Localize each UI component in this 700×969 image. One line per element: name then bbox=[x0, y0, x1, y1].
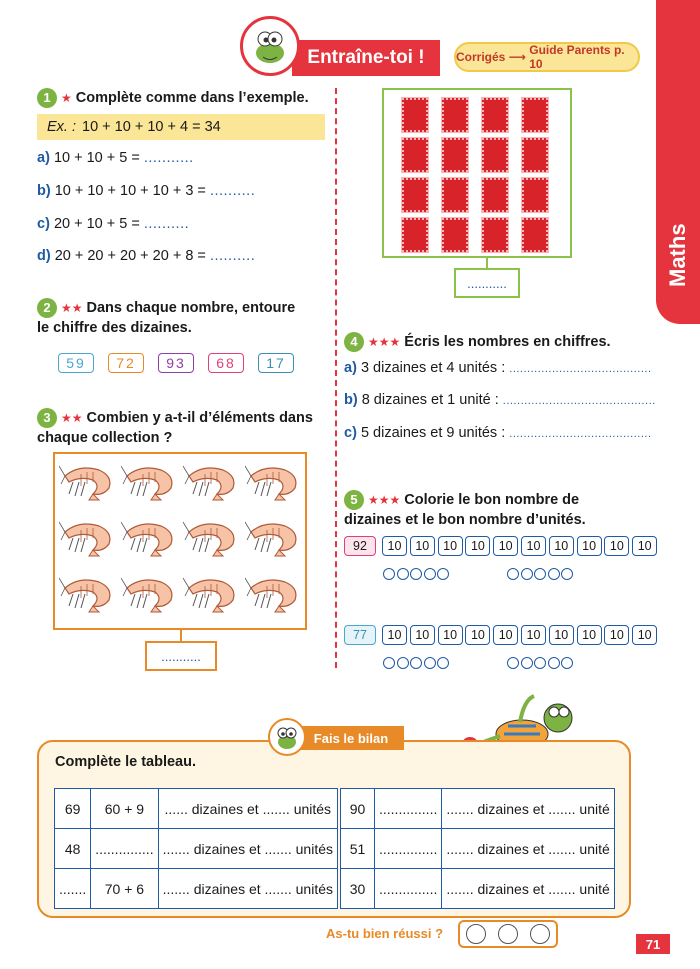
happy-face-icon[interactable] bbox=[530, 924, 550, 944]
ex4-item-a bbox=[344, 360, 652, 376]
item-expression: 10 + 10 + 10 + 10 + 3 = bbox=[54, 183, 206, 199]
answer-blank[interactable]: ........... bbox=[143, 150, 194, 166]
table-cell: 90 bbox=[341, 789, 375, 829]
item-letter: b) bbox=[37, 183, 51, 199]
ten-box[interactable]: 10 bbox=[493, 625, 518, 645]
unit-circle[interactable] bbox=[534, 568, 546, 580]
ex3-heading bbox=[37, 408, 313, 448]
ex4-stars: ★★★ bbox=[368, 335, 401, 350]
unit-circle[interactable] bbox=[561, 657, 573, 669]
self-assessment-faces bbox=[458, 920, 558, 948]
item-text: 8 dizaines et 1 unité : bbox=[361, 392, 499, 408]
ex2-title-line1: Dans chaque nombre, entoure bbox=[86, 300, 296, 316]
stamp-icon bbox=[482, 138, 508, 172]
shrimp-icon bbox=[59, 574, 117, 614]
unit-circle[interactable] bbox=[397, 657, 409, 669]
ex1-item-b bbox=[37, 183, 255, 199]
unit-circle[interactable] bbox=[397, 568, 409, 580]
shrimp-icon bbox=[245, 518, 303, 558]
stamp-icon bbox=[522, 178, 548, 212]
ex4-title: Écris les nombres en chiffres. bbox=[404, 334, 611, 350]
answer-key-note bbox=[454, 42, 640, 72]
item-text: 5 dizaines et 9 unités : bbox=[360, 425, 506, 441]
shrimp-icon bbox=[183, 518, 241, 558]
answer-blank[interactable]: ........................................ bbox=[509, 363, 652, 375]
ex3-title-line2: chaque collection ? bbox=[37, 430, 173, 447]
ten-box[interactable]: 10 bbox=[632, 625, 657, 645]
example-expression: 10 + 10 + 10 + 4 = 34 bbox=[82, 119, 221, 135]
ten-box[interactable]: 10 bbox=[410, 625, 435, 645]
surprised-face-icon[interactable] bbox=[498, 924, 518, 944]
unit-circle[interactable] bbox=[521, 568, 533, 580]
bilan-table-right bbox=[340, 788, 615, 909]
unit-circle[interactable] bbox=[561, 568, 573, 580]
neutral-face-icon[interactable] bbox=[466, 924, 486, 944]
shrimp-icon bbox=[245, 462, 303, 502]
shrimp-collection bbox=[53, 452, 307, 630]
ex4-item-c bbox=[344, 425, 652, 441]
ex3-title-line1: Combien y a-t-il d’éléments dans bbox=[86, 410, 313, 426]
unit-circle[interactable] bbox=[424, 568, 436, 580]
number-box[interactable]: 59 bbox=[58, 353, 94, 373]
unit-circle[interactable] bbox=[534, 657, 546, 669]
ten-box[interactable]: 10 bbox=[493, 536, 518, 556]
ten-box[interactable]: 10 bbox=[465, 536, 490, 556]
table-cell: 69 bbox=[55, 789, 91, 829]
item-expression: 20 + 10 + 5 = bbox=[53, 216, 140, 232]
unit-circle[interactable] bbox=[507, 657, 519, 669]
ex2-stars: ★★ bbox=[61, 301, 83, 316]
ex1-item-c bbox=[37, 216, 189, 232]
ex5-title-line1: Colorie le bon nombre de bbox=[404, 492, 580, 508]
shrimp-icon bbox=[245, 574, 303, 614]
stamp-icon bbox=[522, 98, 548, 132]
shrimp-icon bbox=[59, 518, 117, 558]
ten-box[interactable]: 10 bbox=[438, 536, 463, 556]
number-box[interactable]: 93 bbox=[158, 353, 194, 373]
stamp-icon bbox=[402, 138, 428, 172]
number-box[interactable]: 17 bbox=[258, 353, 294, 373]
self-assessment-label: As-tu bien réussi ? bbox=[326, 926, 444, 941]
table-row bbox=[341, 829, 615, 869]
stamp-icon bbox=[442, 178, 468, 212]
example-label: Ex. : bbox=[47, 119, 77, 135]
table-cell: 48 bbox=[55, 829, 91, 869]
item-expression: 10 + 10 + 5 = bbox=[53, 150, 140, 166]
stamp-icon bbox=[402, 178, 428, 212]
bilan-tab: Fais le bilan bbox=[298, 726, 404, 750]
column-divider bbox=[335, 88, 337, 668]
ten-box[interactable]: 10 bbox=[549, 625, 574, 645]
stamp-icon bbox=[482, 98, 508, 132]
ex5-title-line2: dizaines et le bon nombre d’unités. bbox=[344, 512, 586, 529]
item-text: 3 dizaines et 4 unités : bbox=[360, 360, 506, 376]
ex2-title-line2: le chiffre des dizaines. bbox=[37, 320, 192, 337]
ten-box[interactable]: 10 bbox=[632, 536, 657, 556]
ex4-number: 4 bbox=[344, 332, 364, 352]
stamp-icon bbox=[442, 218, 468, 252]
ten-box[interactable]: 10 bbox=[577, 625, 602, 645]
table-cell[interactable]: ....... dizaines et ....... unités bbox=[158, 869, 337, 909]
table-cell[interactable]: ....... dizaines et ....... unité bbox=[442, 789, 614, 829]
table-cell: 30 bbox=[341, 869, 375, 909]
unit-circle[interactable] bbox=[410, 657, 422, 669]
ex5-row-77 bbox=[344, 625, 660, 645]
ex5-units-77-b bbox=[507, 657, 575, 669]
unit-circle[interactable] bbox=[424, 657, 436, 669]
ten-box[interactable]: 10 bbox=[410, 536, 435, 556]
ex2-heading bbox=[37, 298, 295, 338]
item-letter: b) bbox=[344, 392, 358, 408]
ten-box[interactable]: 10 bbox=[438, 625, 463, 645]
ex5-row-92 bbox=[344, 536, 660, 556]
table-cell[interactable]: ............... bbox=[91, 829, 158, 869]
page-title: Entraîne-toi ! bbox=[292, 40, 440, 76]
table-cell[interactable]: ............... bbox=[375, 789, 442, 829]
ten-box[interactable]: 10 bbox=[604, 625, 629, 645]
item-letter: a) bbox=[37, 150, 50, 166]
unit-circle[interactable] bbox=[548, 568, 560, 580]
table-cell[interactable]: ...... dizaines et ....... unités bbox=[158, 789, 337, 829]
stamp-collection bbox=[382, 88, 572, 258]
ex4-item-b bbox=[344, 392, 656, 408]
stamp-answer-box[interactable]: ........... bbox=[454, 268, 520, 298]
corriges-label: Corrigés bbox=[456, 50, 506, 64]
answer-blank[interactable]: .......... bbox=[209, 248, 256, 264]
arrow-icon: ⟶ bbox=[508, 50, 526, 64]
ex5-units-92-a bbox=[383, 568, 451, 580]
table-cell[interactable]: ....... dizaines et ....... unités bbox=[158, 829, 337, 869]
table-row bbox=[341, 869, 615, 909]
corriges-target: Guide Parents p. 10 bbox=[529, 43, 625, 71]
bilan-instruction: Complète le tableau. bbox=[55, 754, 197, 770]
stamp-icon bbox=[402, 98, 428, 132]
ten-box[interactable]: 10 bbox=[521, 625, 546, 645]
bilan-grasshopper-icon bbox=[268, 718, 306, 756]
shrimp-icon bbox=[183, 574, 241, 614]
answer-blank[interactable]: ........................................... bbox=[502, 395, 656, 407]
item-letter: c) bbox=[344, 425, 357, 441]
shrimp-icon bbox=[121, 518, 179, 558]
unit-circle[interactable] bbox=[437, 568, 449, 580]
table-cell: 70 + 6 bbox=[91, 869, 158, 909]
stamp-icon bbox=[482, 218, 508, 252]
ten-box[interactable]: 10 bbox=[604, 536, 629, 556]
table-cell: 60 + 9 bbox=[91, 789, 158, 829]
unit-circle[interactable] bbox=[548, 657, 560, 669]
number-box[interactable]: 68 bbox=[208, 353, 244, 373]
ex1-number: 1 bbox=[37, 88, 57, 108]
stamp-icon bbox=[442, 98, 468, 132]
ex5-heading bbox=[344, 490, 586, 530]
table-cell: 51 bbox=[341, 829, 375, 869]
shrimp-icon bbox=[183, 462, 241, 502]
shrimp-icon bbox=[121, 574, 179, 614]
unit-circle[interactable] bbox=[383, 657, 395, 669]
maths-side-label: Maths bbox=[665, 223, 690, 287]
answer-blank[interactable]: ........................................ bbox=[509, 428, 652, 440]
ex1-heading bbox=[37, 88, 309, 108]
grasshopper-mascot-icon bbox=[240, 16, 300, 76]
item-expression: 20 + 20 + 20 + 20 + 8 = bbox=[54, 248, 206, 264]
ex3-stars: ★★ bbox=[61, 411, 83, 426]
unit-circle[interactable] bbox=[410, 568, 422, 580]
ten-box[interactable]: 10 bbox=[465, 625, 490, 645]
unit-circle[interactable] bbox=[437, 657, 449, 669]
ex2-number-list bbox=[58, 353, 304, 373]
table-row bbox=[341, 789, 615, 829]
ex2-number: 2 bbox=[37, 298, 57, 318]
ex1-title: Complète comme dans l’exemple. bbox=[75, 90, 309, 106]
answer-blank[interactable]: .......... bbox=[143, 216, 190, 232]
table-row bbox=[55, 789, 338, 829]
item-letter: a) bbox=[344, 360, 357, 376]
table-row bbox=[55, 869, 338, 909]
ten-box[interactable]: 10 bbox=[549, 536, 574, 556]
ten-box[interactable]: 10 bbox=[382, 625, 407, 645]
ten-box[interactable]: 10 bbox=[577, 536, 602, 556]
ex5-units-92-b bbox=[507, 568, 575, 580]
shrimp-icon bbox=[121, 462, 179, 502]
page-number: 71 bbox=[636, 934, 670, 954]
shrimp-icon bbox=[59, 462, 117, 502]
table-cell[interactable]: ............... bbox=[375, 829, 442, 869]
stamp-icon bbox=[442, 138, 468, 172]
ex4-heading bbox=[344, 332, 611, 352]
ex1-example bbox=[37, 114, 325, 140]
item-letter: c) bbox=[37, 216, 50, 232]
ex5-stars: ★★★ bbox=[368, 493, 401, 508]
ex1-item-a bbox=[37, 150, 194, 166]
ex5-number: 5 bbox=[344, 490, 364, 510]
table-cell[interactable]: ....... dizaines et ....... unité bbox=[442, 869, 614, 909]
ex1-stars: ★ bbox=[61, 91, 72, 106]
unit-circle[interactable] bbox=[383, 568, 395, 580]
target-number: 77 bbox=[344, 625, 376, 645]
answer-blank[interactable]: .......... bbox=[209, 183, 256, 199]
stamp-icon bbox=[522, 218, 548, 252]
table-row bbox=[55, 829, 338, 869]
table-cell[interactable]: ....... dizaines et ....... unité bbox=[442, 829, 614, 869]
stamp-icon bbox=[402, 218, 428, 252]
bilan-table-left bbox=[54, 788, 338, 909]
unit-circle[interactable] bbox=[521, 657, 533, 669]
unit-circle[interactable] bbox=[507, 568, 519, 580]
target-number: 92 bbox=[344, 536, 376, 556]
stamp-icon bbox=[522, 138, 548, 172]
item-letter: d) bbox=[37, 248, 51, 264]
ten-box[interactable]: 10 bbox=[382, 536, 407, 556]
stamp-icon bbox=[482, 178, 508, 212]
ex1-item-d bbox=[37, 248, 255, 264]
table-cell[interactable]: ............... bbox=[375, 869, 442, 909]
number-box[interactable]: 72 bbox=[108, 353, 144, 373]
ex5-units-77-a bbox=[383, 657, 451, 669]
ex3-number: 3 bbox=[37, 408, 57, 428]
table-cell[interactable]: ....... bbox=[55, 869, 91, 909]
shrimp-answer-box[interactable]: ........... bbox=[145, 641, 217, 671]
ten-box[interactable]: 10 bbox=[521, 536, 546, 556]
